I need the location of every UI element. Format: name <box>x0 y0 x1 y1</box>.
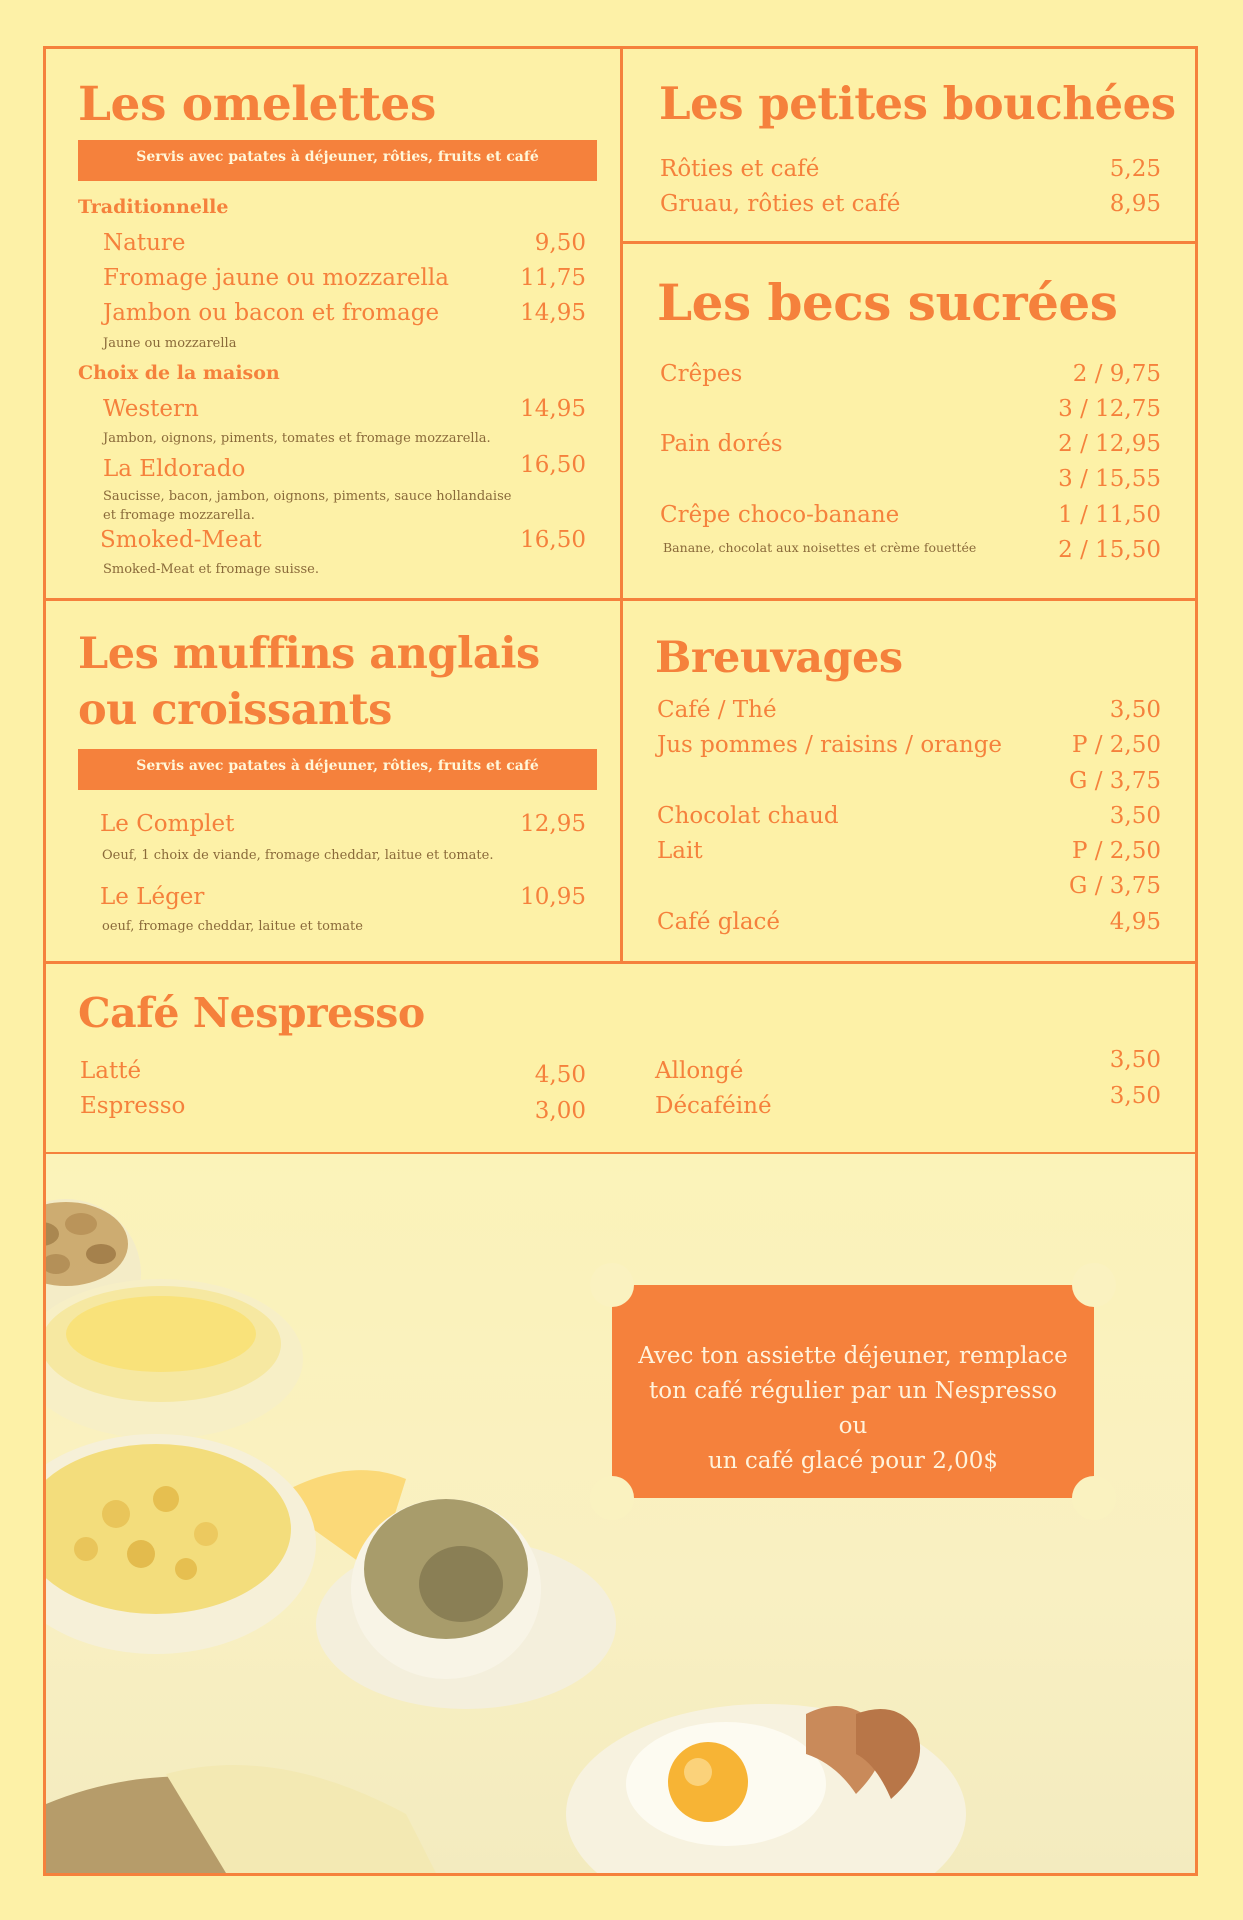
nespresso-item-price: 3,50 <box>1109 1083 1161 1109</box>
omelettes-title: Les omelettes <box>78 77 436 132</box>
promo-badge <box>612 1285 1094 1498</box>
breuvages-item-name: Chocolat chaud <box>657 803 839 829</box>
muffins-title-line2: ou croissants <box>78 685 392 735</box>
divider-vertical-top <box>620 46 623 963</box>
muffins-banner: Servis avec patates à déjeuner, rôties, fruits et café <box>78 749 597 790</box>
breuvages-item-name: Lait <box>657 838 703 864</box>
bouchees-title: Les petites bouchées <box>659 77 1176 130</box>
breuvages-item-price: 3,50 <box>1109 803 1161 829</box>
omelette-item-price: 14,95 <box>520 396 586 422</box>
sucrees-title: Les becs sucrées <box>657 273 1118 332</box>
sucrees-item-price: 2 / 9,75 <box>1072 361 1161 387</box>
breuvages-item-price: 3,50 <box>1109 697 1161 723</box>
promo-line: un café glacé pour 2,00$ <box>707 1448 999 1474</box>
promo-notch-tr <box>1072 1263 1116 1307</box>
breuvages-item-name: Jus pommes / raisins / orange <box>657 732 1003 758</box>
breuvages-item-name: Café / Thé <box>657 697 777 723</box>
juice-bowl-icon <box>46 1279 303 1439</box>
sucrees-item-price: 2 / 12,95 <box>1058 431 1161 457</box>
sucrees-item-price: 3 / 12,75 <box>1058 396 1161 422</box>
nespresso-item-price: 3,00 <box>534 1098 586 1124</box>
omelette-item-price: 9,50 <box>534 230 586 256</box>
bouchees-item-price: 8,95 <box>1109 191 1161 217</box>
bouchees-item-price: 5,25 <box>1109 156 1161 182</box>
muffins-item-price: 12,95 <box>520 811 586 837</box>
omelette-item-name: Fromage jaune ou mozzarella <box>103 265 449 291</box>
sucrees-item-price: 2 / 15,50 <box>1058 537 1161 563</box>
omelette-item-name: Western <box>103 396 199 422</box>
promo-line: Avec ton assiette déjeuner, remplace <box>638 1343 1068 1369</box>
sucrees-item-price: 1 / 11,50 <box>1058 502 1161 528</box>
omelette-item-name: La Eldorado <box>103 456 246 482</box>
promo-line: ton café régulier par un Nespresso ou <box>648 1378 1057 1439</box>
muffins-item-desc: Oeuf, 1 choix de viande, fromage cheddar, laitue et tomate. <box>102 848 494 863</box>
house-heading: Choix de la maison <box>78 362 280 384</box>
omelette-item-name: Jambon ou bacon et fromage <box>103 300 440 326</box>
sucrees-item-desc: Banane, chocolat aux noisettes et crème fouettée <box>663 540 977 555</box>
sucrees-item-name: Crêpes <box>660 361 743 387</box>
muffins-item-name: Le Léger <box>100 884 205 910</box>
omelette-item-price: 16,50 <box>520 527 586 553</box>
muffins-item-desc: oeuf, fromage cheddar, laitue et tomate <box>102 919 363 934</box>
omelette-item-desc: Jaune ou mozzarella <box>103 336 237 351</box>
omelette-item-price: 16,50 <box>520 452 586 478</box>
omelette-item-name: Smoked-Meat <box>100 527 262 553</box>
breuvages-item-price: P / 2,50 <box>1071 838 1161 864</box>
sucrees-item-price: 3 / 15,55 <box>1058 466 1161 492</box>
nespresso-item-price: 3,50 <box>1109 1047 1161 1073</box>
nespresso-item-price: 4,50 <box>534 1062 586 1088</box>
muffins-item-name: Le Complet <box>100 811 235 837</box>
nespresso-item-name: Décaféiné <box>655 1093 772 1119</box>
breuvages-item-price: 4,95 <box>1109 909 1161 935</box>
omelette-item-price: 11,75 <box>520 265 586 291</box>
divider-row2 <box>43 961 1198 964</box>
breuvages-item-price: G / 3,75 <box>1069 873 1161 899</box>
breuvages-item-name: Café glacé <box>657 909 781 935</box>
nespresso-item-name: Espresso <box>80 1093 186 1119</box>
nespresso-item-name: Latté <box>80 1058 142 1084</box>
divider-bouchees <box>620 241 1198 244</box>
bouchees-item-name: Gruau, rôties et café <box>660 191 901 217</box>
promo-notch-br <box>1072 1476 1116 1520</box>
breuvages-item-price: G / 3,75 <box>1069 768 1161 794</box>
nespresso-title: Café Nespresso <box>78 989 425 1037</box>
sucrees-item-name: Crêpe choco-banane <box>660 502 900 528</box>
nespresso-item-name: Allongé <box>655 1058 744 1084</box>
cereal-bowl-icon <box>46 1434 316 1654</box>
breakfast-photo <box>46 1154 1195 1873</box>
breuvages-item-price: P / 2,50 <box>1071 732 1161 758</box>
omelettes-banner: Servis avec patates à déjeuner, rôties, fruits et café <box>78 140 597 181</box>
promo-notch-tl <box>590 1263 634 1307</box>
muffins-item-price: 10,95 <box>520 884 586 910</box>
omelette-item-desc: Smoked-Meat et fromage suisse. <box>103 562 319 577</box>
omelette-item-desc: et fromage mozzarella. <box>103 508 255 523</box>
sucrees-item-name: Pain dorés <box>660 431 783 457</box>
omelette-item-name: Nature <box>103 230 186 256</box>
divider-row1 <box>43 598 1198 601</box>
breuvages-title: Breuvages <box>655 633 903 683</box>
bouchees-item-name: Rôties et café <box>660 156 820 182</box>
muffins-title-line1: Les muffins anglais <box>78 629 540 679</box>
omelette-item-price: 14,95 <box>520 300 586 326</box>
traditional-heading: Traditionnelle <box>78 196 229 218</box>
promo-notch-bl <box>590 1476 634 1520</box>
omelette-item-desc: Saucisse, bacon, jambon, oignons, piments, sauce hollandaise <box>103 489 512 504</box>
omelette-item-desc: Jambon, oignons, piments, tomates et fromage mozzarella. <box>103 431 491 446</box>
